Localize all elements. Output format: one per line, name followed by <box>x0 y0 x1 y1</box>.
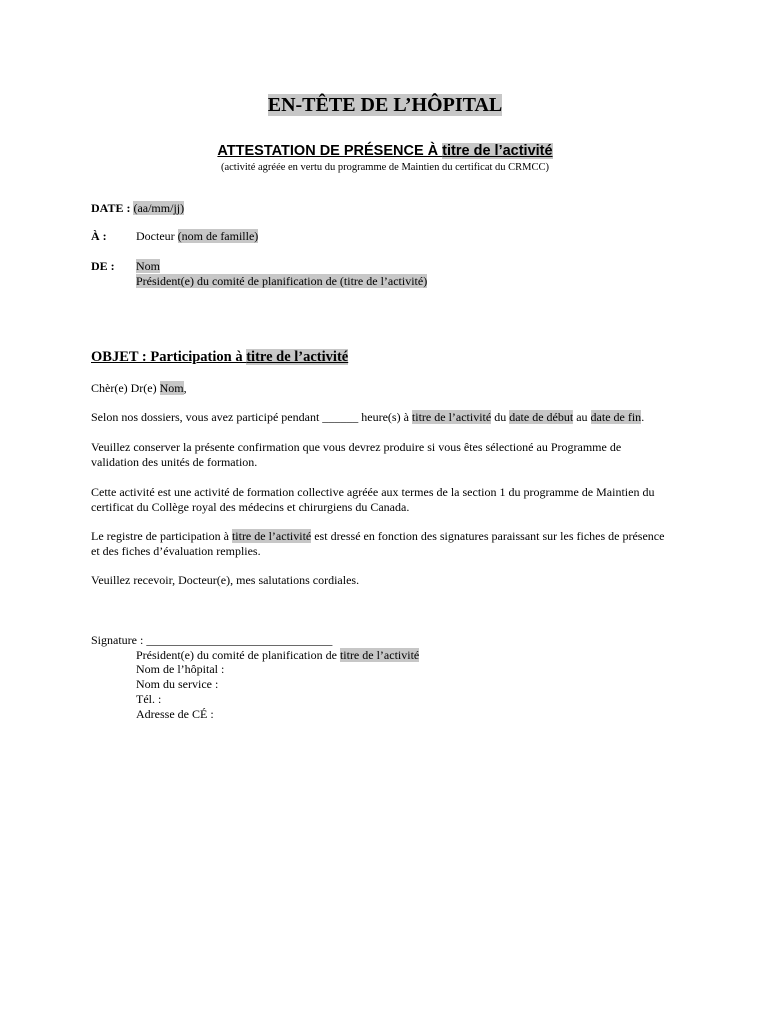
paragraph-registry <box>91 529 666 559</box>
sender-title-field: Président(e) du comité de planification de (titre de l’activité) <box>136 274 428 288</box>
p1-end-date-field: date de fin <box>590 410 642 424</box>
signature-president <box>136 648 419 663</box>
document-subtitle: (activité agréée en vertu du programme de Maintien du certificat du CRMCC) <box>220 162 549 173</box>
p1-activity-field: titre de l’activité <box>411 410 492 424</box>
title-activity-field: titre de l’activité <box>442 143 553 159</box>
hospital-header <box>0 93 770 117</box>
p4-text-1: Le registre de participation à <box>91 529 232 543</box>
greeting-name-field: Nom <box>159 381 184 395</box>
p1-text-4: . <box>641 410 645 424</box>
title-prefix: ATTESTATION DE PRÉSENCE À <box>217 143 443 159</box>
greeting-suffix: , <box>183 381 187 395</box>
signature-service: Nom du service : <box>136 677 219 691</box>
recipient-value <box>136 229 258 244</box>
recipient-prefix: Docteur <box>136 229 178 243</box>
signature-address: Adresse de CÉ : <box>136 707 214 721</box>
p1-text-2: du <box>491 410 510 424</box>
signature-president-prefix: Président(e) du comité de planification de <box>136 648 340 662</box>
subject-activity-field: titre de l’activité <box>246 349 349 365</box>
p1-text-1: Selon nos dossiers, vous avez participé pendant ______ heure(s) à <box>91 410 412 424</box>
signature-hospital: Nom de l’hôpital : <box>136 662 225 676</box>
p1-start-date-field: date de début <box>509 410 574 424</box>
recipient-name-field: (nom de famille) <box>177 229 259 243</box>
date-field: (aa/mm/jj) <box>133 201 185 215</box>
paragraph-participation <box>91 410 644 425</box>
signature-phone: Tél. : <box>136 692 162 706</box>
p4-text-2: est dressé en fonction des signatures paraissant sur les fiches de présence et des fiches d’évaluation remplies. <box>91 529 665 558</box>
p1-text-3: au <box>573 410 591 424</box>
subject-prefix: OBJET : Participation à <box>91 349 247 365</box>
paragraph-confirmation: Veuillez conserver la présente confirmation que vous devrez produire si vous êtes sélectioné au Programme de validation des unités de formation. <box>91 440 622 469</box>
signature-activity-field: titre de l’activité <box>339 648 420 662</box>
subject-line <box>91 348 348 366</box>
greeting-prefix: Chèr(e) Dr(e) <box>91 381 160 395</box>
signature-line: Signature : _______________________________ <box>91 633 333 647</box>
greeting <box>91 381 187 396</box>
sender-name-field: Nom <box>136 259 160 273</box>
hospital-header-text: EN-TÊTE DE L’HÔPITAL <box>267 94 503 116</box>
p4-activity-field: titre de l’activité <box>231 529 312 543</box>
sender-title <box>136 274 427 289</box>
sender-label: DE : <box>91 259 115 273</box>
sender-name <box>136 259 160 274</box>
document-title <box>0 142 770 160</box>
recipient-label: À : <box>91 229 107 243</box>
paragraph-accreditation: Cette activité est une activité de formation collective agréée aux termes de la section 1 du programme de Maintien du certificat du Collège royal des médecins et chirurgiens du Canada. <box>91 485 655 514</box>
closing-line: Veuillez recevoir, Docteur(e), mes salutations cordiales. <box>91 573 360 587</box>
date-row <box>91 201 184 216</box>
date-label: DATE : <box>91 201 131 215</box>
